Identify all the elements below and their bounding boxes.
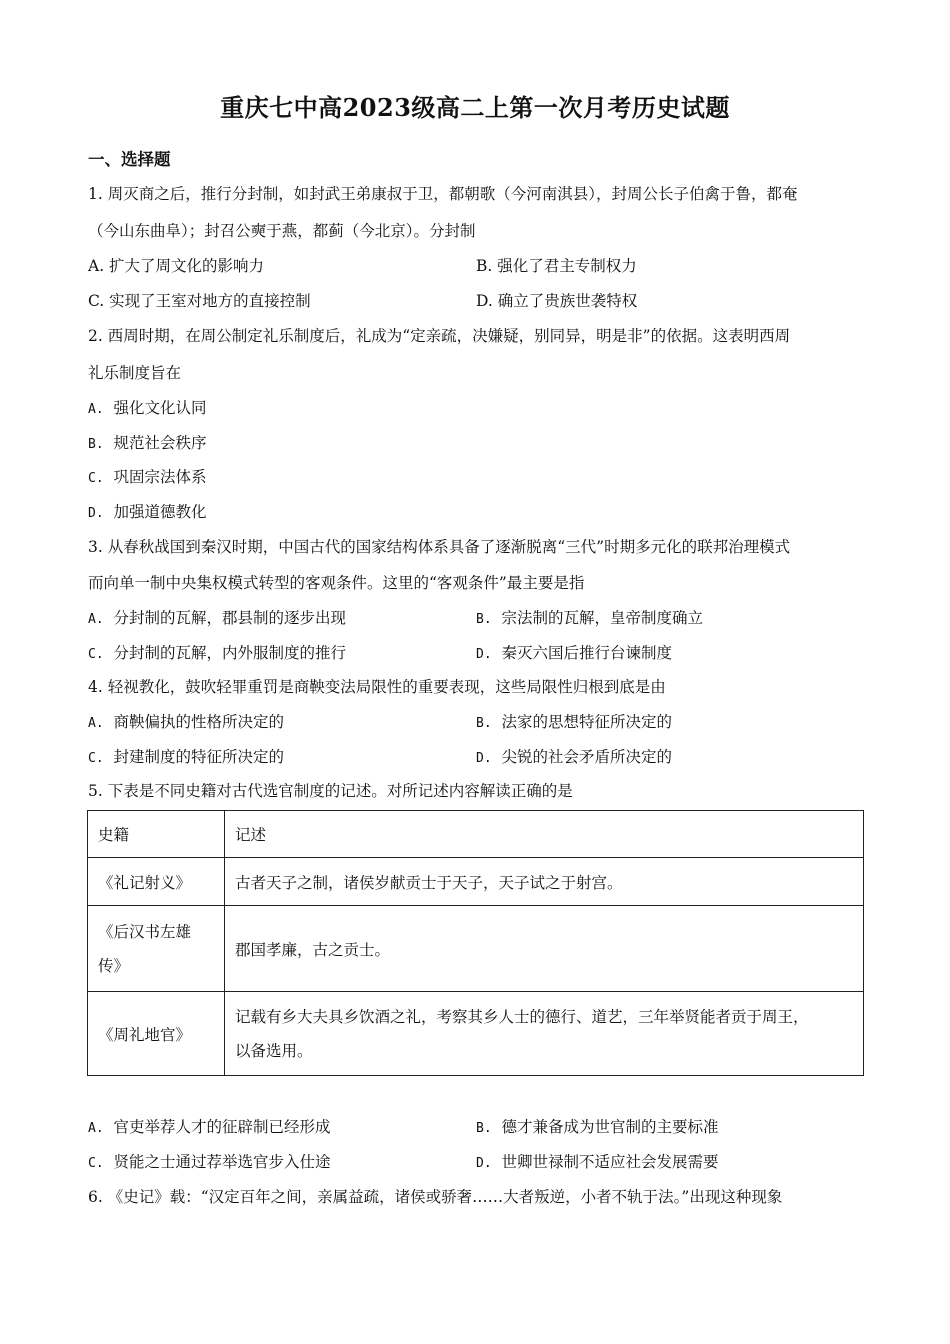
q1-option-d: D. 确立了贵族世袭特权: [476, 292, 638, 310]
option-letter: B.: [476, 1121, 492, 1136]
q2-stem-line2: 礼乐制度旨在: [88, 364, 182, 382]
option-text: 封建制度的特征所决定的: [113, 748, 285, 766]
option-text: 宗法制的瓦解，皇帝制度确立: [501, 609, 704, 627]
table-cell-book: [88, 906, 225, 992]
table-cell-line: 记载有乡大夫具乡饮酒之礼，考察其乡人士的德行、道艺，三年举贤能者贡于周王，: [235, 1007, 809, 1026]
option-text: 秦灭六国后推行台谏制度: [501, 644, 673, 662]
q4-option-c: [88, 745, 284, 767]
option-text: 德才兼备成为世官制的主要标准: [501, 1118, 719, 1136]
q5-option-b: [476, 1115, 719, 1137]
option-text: 分封制的瓦解，内外服制度的推行: [113, 644, 347, 662]
option-letter: D.: [88, 506, 104, 521]
q2-option-c: [88, 465, 207, 487]
option-letter: C.: [88, 751, 104, 766]
option-text: 官吏举荐人才的征辟制已经形成: [113, 1118, 331, 1136]
table-cell-line: 传》: [98, 956, 130, 975]
option-text: 分封制的瓦解，郡县制的逐步出现: [113, 609, 347, 627]
q4-option-b: [476, 710, 672, 732]
option-letter: B.: [88, 437, 104, 452]
table-cell-book: 《周礼地官》: [88, 992, 225, 1076]
q5-option-c: [88, 1150, 331, 1172]
q5-stem-line1: 5. 下表是不同史籍对古代选官制度的记述。对所记述内容解读正确的是: [88, 782, 573, 800]
option-text: 加强道德教化: [113, 503, 207, 521]
table-row: [88, 992, 864, 1076]
q2-option-d: [88, 500, 207, 522]
table-header-cell: 记述: [225, 811, 864, 858]
option-text: 法家的思想特征所决定的: [501, 713, 673, 731]
q2-stem-line1: 2. 西周时期，在周公制定礼乐制度后，礼成为“定亲疏，决嫌疑，别同异，明是非”的依据。这表明西周: [88, 327, 791, 345]
q1-stem-line2: （今山东曲阜）；封召公奭于燕，都蓟（今北京）。分封制: [88, 222, 476, 240]
q3-option-a: [88, 606, 346, 628]
table-cell-book: 《礼记射义》: [88, 858, 225, 906]
option-letter: A.: [88, 716, 104, 731]
q4-stem-line1: 4. 轻视教化，鼓吹轻罪重罚是商鞅变法局限性的重要表现，这些局限性归根到底是由: [88, 678, 666, 696]
q6-stem-line1: 6. 《史记》载：“汉定百年之间，亲属益疏，诸侯或骄奢……大者叛逆，小者不轨于法。”出现这种现象: [88, 1188, 783, 1206]
q3-option-b: [476, 606, 703, 628]
q5-option-d: [476, 1150, 719, 1172]
section-heading: 一、选择题: [88, 150, 171, 169]
q3-stem-line2: 而向单一制中央集权模式转型的客观条件。这里的“客观条件”最主要是指: [88, 574, 585, 592]
q4-option-a: [88, 710, 284, 732]
q1-option-c: C. 实现了王室对地方的直接控制: [88, 292, 311, 310]
q4-option-d: [476, 745, 672, 767]
option-text: 尖锐的社会矛盾所决定的: [501, 748, 673, 766]
option-letter: A.: [88, 402, 104, 417]
option-letter: A.: [88, 1121, 104, 1136]
q2-option-a: [88, 396, 207, 418]
q3-stem-line1: 3. 从春秋战国到秦汉时期，中国古代的国家结构体系具备了逐渐脱离“三代”时期多元化的联邦治理模式: [88, 538, 791, 556]
option-letter: A.: [88, 612, 104, 627]
option-text: 世卿世禄制不适应社会发展需要: [501, 1153, 719, 1171]
table-header-row: [88, 811, 864, 858]
option-text: 商鞅偏执的性格所决定的: [113, 713, 285, 731]
table-cell-text: [225, 992, 864, 1076]
page-title: 重庆七中高2023级高二上第一次月考历史试题: [220, 93, 730, 122]
records-table: [87, 810, 864, 1076]
table-cell-text: 郡国孝廉，古之贡士。: [225, 906, 864, 992]
q5-option-a: [88, 1115, 331, 1137]
option-text: 贤能之士通过荐举选官步入仕途: [113, 1153, 331, 1171]
option-letter: B.: [476, 612, 492, 627]
q1-option-b: B. 强化了君主专制权力: [476, 257, 637, 275]
q3-option-c: [88, 641, 346, 663]
option-letter: D.: [476, 751, 492, 766]
option-letter: C.: [88, 1156, 104, 1171]
table-header-cell: 史籍: [88, 811, 225, 858]
option-text: 巩固宗法体系: [113, 468, 207, 486]
table-row: [88, 906, 864, 992]
option-letter: D.: [476, 1156, 492, 1171]
q1-stem-line1: 1. 周灭商之后，推行分封制，如封武王弟康叔于卫，都朝歌（今河南淇县），封周公长子伯禽于鲁，都奄: [88, 185, 798, 203]
option-letter: D.: [476, 647, 492, 662]
option-letter: C.: [88, 471, 104, 486]
table-cell-text: 古者天子之制，诸侯岁献贡士于天子，天子试之于射宫。: [225, 858, 864, 906]
q1-option-a: A. 扩大了周文化的影响力: [88, 257, 265, 275]
option-letter: C.: [88, 647, 104, 662]
table-row: [88, 858, 864, 906]
table-cell-line: 《后汉书左雄: [98, 922, 192, 941]
q2-option-b: [88, 431, 207, 453]
option-text: 强化文化认同: [113, 399, 207, 417]
option-text: 规范社会秩序: [113, 434, 207, 452]
option-letter: B.: [476, 716, 492, 731]
q3-option-d: [476, 641, 672, 663]
table-cell-line: 以备选用。: [235, 1041, 313, 1060]
